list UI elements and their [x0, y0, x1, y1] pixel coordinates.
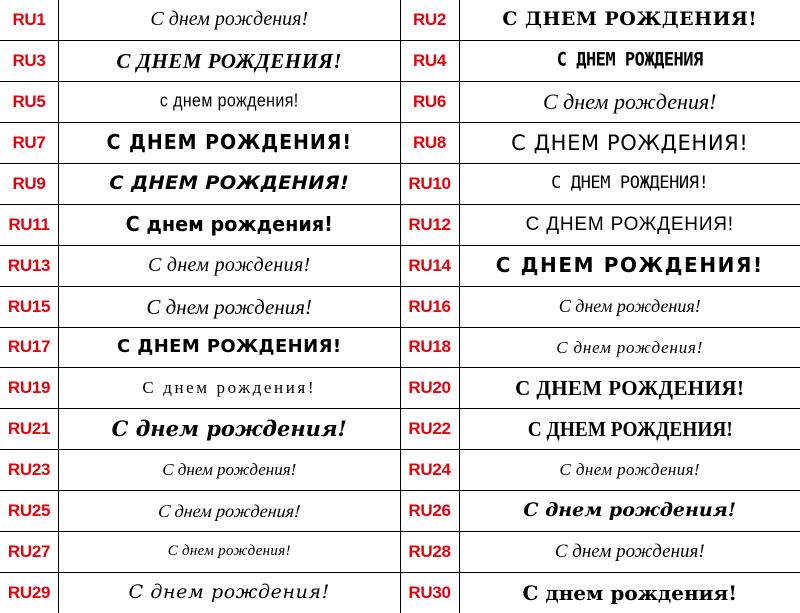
sample-text-ru2: С ДНЕМ РОЖДЕНИЯ! [502, 8, 758, 30]
sample-text-ru11: С днем рождения! [125, 212, 333, 237]
sample-cell-ru12[interactable] [401, 205, 800, 245]
sample-cell-ru26[interactable] [401, 491, 800, 531]
sample-text-ru10: С ДНЕМ РОЖДЕНИЯ! [551, 172, 709, 193]
sample-cell-ru2[interactable] [401, 0, 800, 40]
table-row [0, 409, 800, 450]
table-row [0, 164, 800, 205]
sample-text-ru1: С днем рождения! [150, 8, 309, 31]
sample-text-ru7: С ДНЕМ РОЖДЕНИЯ! [106, 130, 352, 155]
sample-code-ru16: RU16 [401, 287, 460, 327]
table-row [0, 368, 800, 409]
sample-code-ru7: RU7 [0, 123, 59, 163]
sample-code-ru20: RU20 [401, 368, 460, 408]
table-row [0, 287, 800, 328]
sample-code-ru26: RU26 [401, 491, 460, 531]
sample-code-ru30: RU30 [401, 573, 460, 613]
sample-text-ru18: С днем рождения! [556, 337, 704, 357]
sample-code-ru27: RU27 [0, 532, 59, 572]
sample-cell-ru28[interactable] [401, 532, 800, 572]
sample-code-ru4: RU4 [401, 41, 460, 81]
sample-text-ru28: С днем рождения! [554, 541, 705, 563]
sample-code-ru29: RU29 [0, 573, 59, 613]
sample-cell-ru18[interactable] [401, 328, 800, 368]
sample-code-ru18: RU18 [401, 328, 460, 368]
sample-code-ru2: RU2 [401, 0, 460, 40]
sample-code-ru17: RU17 [0, 328, 59, 368]
sample-text-ru22: С ДНЕМ РОЖДЕНИЯ! [527, 417, 733, 442]
sample-code-ru1: RU1 [0, 0, 59, 40]
sample-cell-ru20[interactable] [401, 368, 800, 408]
table-row [0, 246, 800, 287]
sample-cell-ru29[interactable] [0, 573, 401, 613]
table-row [0, 82, 800, 123]
sample-code-ru10: RU10 [401, 164, 460, 204]
sample-cell-ru15[interactable] [0, 287, 401, 327]
sample-cell-ru24[interactable] [401, 450, 800, 490]
sample-code-ru14: RU14 [401, 246, 460, 286]
sample-cell-ru30[interactable] [401, 573, 800, 613]
sample-cell-ru4[interactable] [401, 41, 800, 81]
sample-text-ru5: с днем рождения! [159, 91, 299, 111]
sample-code-ru19: RU19 [0, 368, 59, 408]
sample-code-ru8: RU8 [401, 123, 460, 163]
table-row [0, 123, 800, 164]
sample-cell-ru10[interactable] [401, 164, 800, 204]
sample-cell-ru13[interactable] [0, 246, 401, 286]
sample-cell-ru8[interactable] [401, 123, 800, 163]
sample-cell-ru19[interactable] [0, 368, 401, 408]
table-row [0, 450, 800, 491]
sample-text-ru24: С днем рождения! [559, 460, 700, 480]
sample-text-ru14: С ДНЕМ РОЖДЕНИЯ! [495, 253, 764, 278]
sample-text-ru30: С днем рождения! [522, 580, 737, 605]
sample-cell-ru16[interactable] [401, 287, 800, 327]
table-row [0, 532, 800, 573]
sample-text-ru6: С днем рождения! [542, 89, 717, 115]
sample-text-ru8: С ДНЕМ РОЖДЕНИЯ! [511, 130, 749, 155]
sample-cell-ru6[interactable] [401, 82, 800, 122]
sample-text-ru19: С днем рождения! [142, 378, 317, 398]
sample-cell-ru27[interactable] [0, 532, 401, 572]
sample-text-ru16: С днем рождения! [558, 296, 701, 317]
sample-code-ru15: RU15 [0, 287, 59, 327]
sample-text-ru4: С ДНЕМ РОЖДЕНИЯ [556, 48, 703, 71]
sample-code-ru25: RU25 [0, 491, 59, 531]
sample-text-ru27: С днем рождения! [167, 543, 291, 560]
sample-text-ru25: С днем рождения! [157, 500, 302, 521]
table-row [0, 205, 800, 246]
sample-cell-ru14[interactable] [401, 246, 800, 286]
sample-cell-ru3[interactable] [0, 41, 401, 81]
sample-code-ru21: RU21 [0, 409, 59, 449]
sample-code-ru6: RU6 [401, 82, 460, 122]
sample-code-ru22: RU22 [401, 409, 460, 449]
sample-cell-ru11[interactable] [0, 205, 401, 245]
sample-code-ru5: RU5 [0, 82, 59, 122]
sample-cell-ru9[interactable] [0, 164, 401, 204]
sample-code-ru12: RU12 [401, 205, 460, 245]
table-row [0, 328, 800, 369]
sample-cell-ru17[interactable] [0, 328, 401, 368]
sample-code-ru3: RU3 [0, 41, 59, 81]
sample-cell-ru23[interactable] [0, 450, 401, 490]
table-row [0, 41, 800, 82]
sample-cell-ru22[interactable] [401, 409, 800, 449]
table-row [0, 573, 800, 613]
sample-cell-ru5[interactable] [0, 82, 401, 122]
sample-text-ru17: С ДНЕМ РОЖДЕНИЯ! [116, 336, 342, 358]
sample-code-ru28: RU28 [401, 532, 460, 572]
sample-text-ru26: С днем рождения! [523, 499, 737, 522]
sample-code-ru11: RU11 [0, 205, 59, 245]
sample-text-ru20: С ДНЕМ РОЖДЕНИЯ! [515, 376, 745, 401]
sample-text-ru9: С ДНЕМ РОЖДЕНИЯ! [109, 171, 350, 194]
sample-text-ru12: С ДНЕМ РОЖДЕНИЯ! [525, 213, 734, 235]
sample-text-ru23: С днем рождения! [162, 460, 297, 480]
sample-text-ru15: С днем рождения! [146, 294, 313, 319]
table-row [0, 491, 800, 532]
sample-code-ru23: RU23 [0, 450, 59, 490]
sample-text-ru3: С ДНЕМ РОЖДЕНИЯ! [116, 48, 343, 73]
sample-code-ru24: RU24 [401, 450, 460, 490]
sample-code-ru9: RU9 [0, 164, 59, 204]
sample-cell-ru7[interactable] [0, 123, 401, 163]
sample-cell-ru25[interactable] [0, 491, 401, 531]
sample-cell-ru1[interactable] [0, 0, 401, 40]
sample-text-ru13: С днем рождения! [147, 254, 311, 277]
sample-cell-ru21[interactable] [0, 409, 401, 449]
sample-text-ru21: С днем рождения! [111, 416, 347, 442]
table-row [0, 0, 800, 41]
sample-text-ru29: С днем рождения! [128, 581, 330, 604]
sample-code-ru13: RU13 [0, 246, 59, 286]
